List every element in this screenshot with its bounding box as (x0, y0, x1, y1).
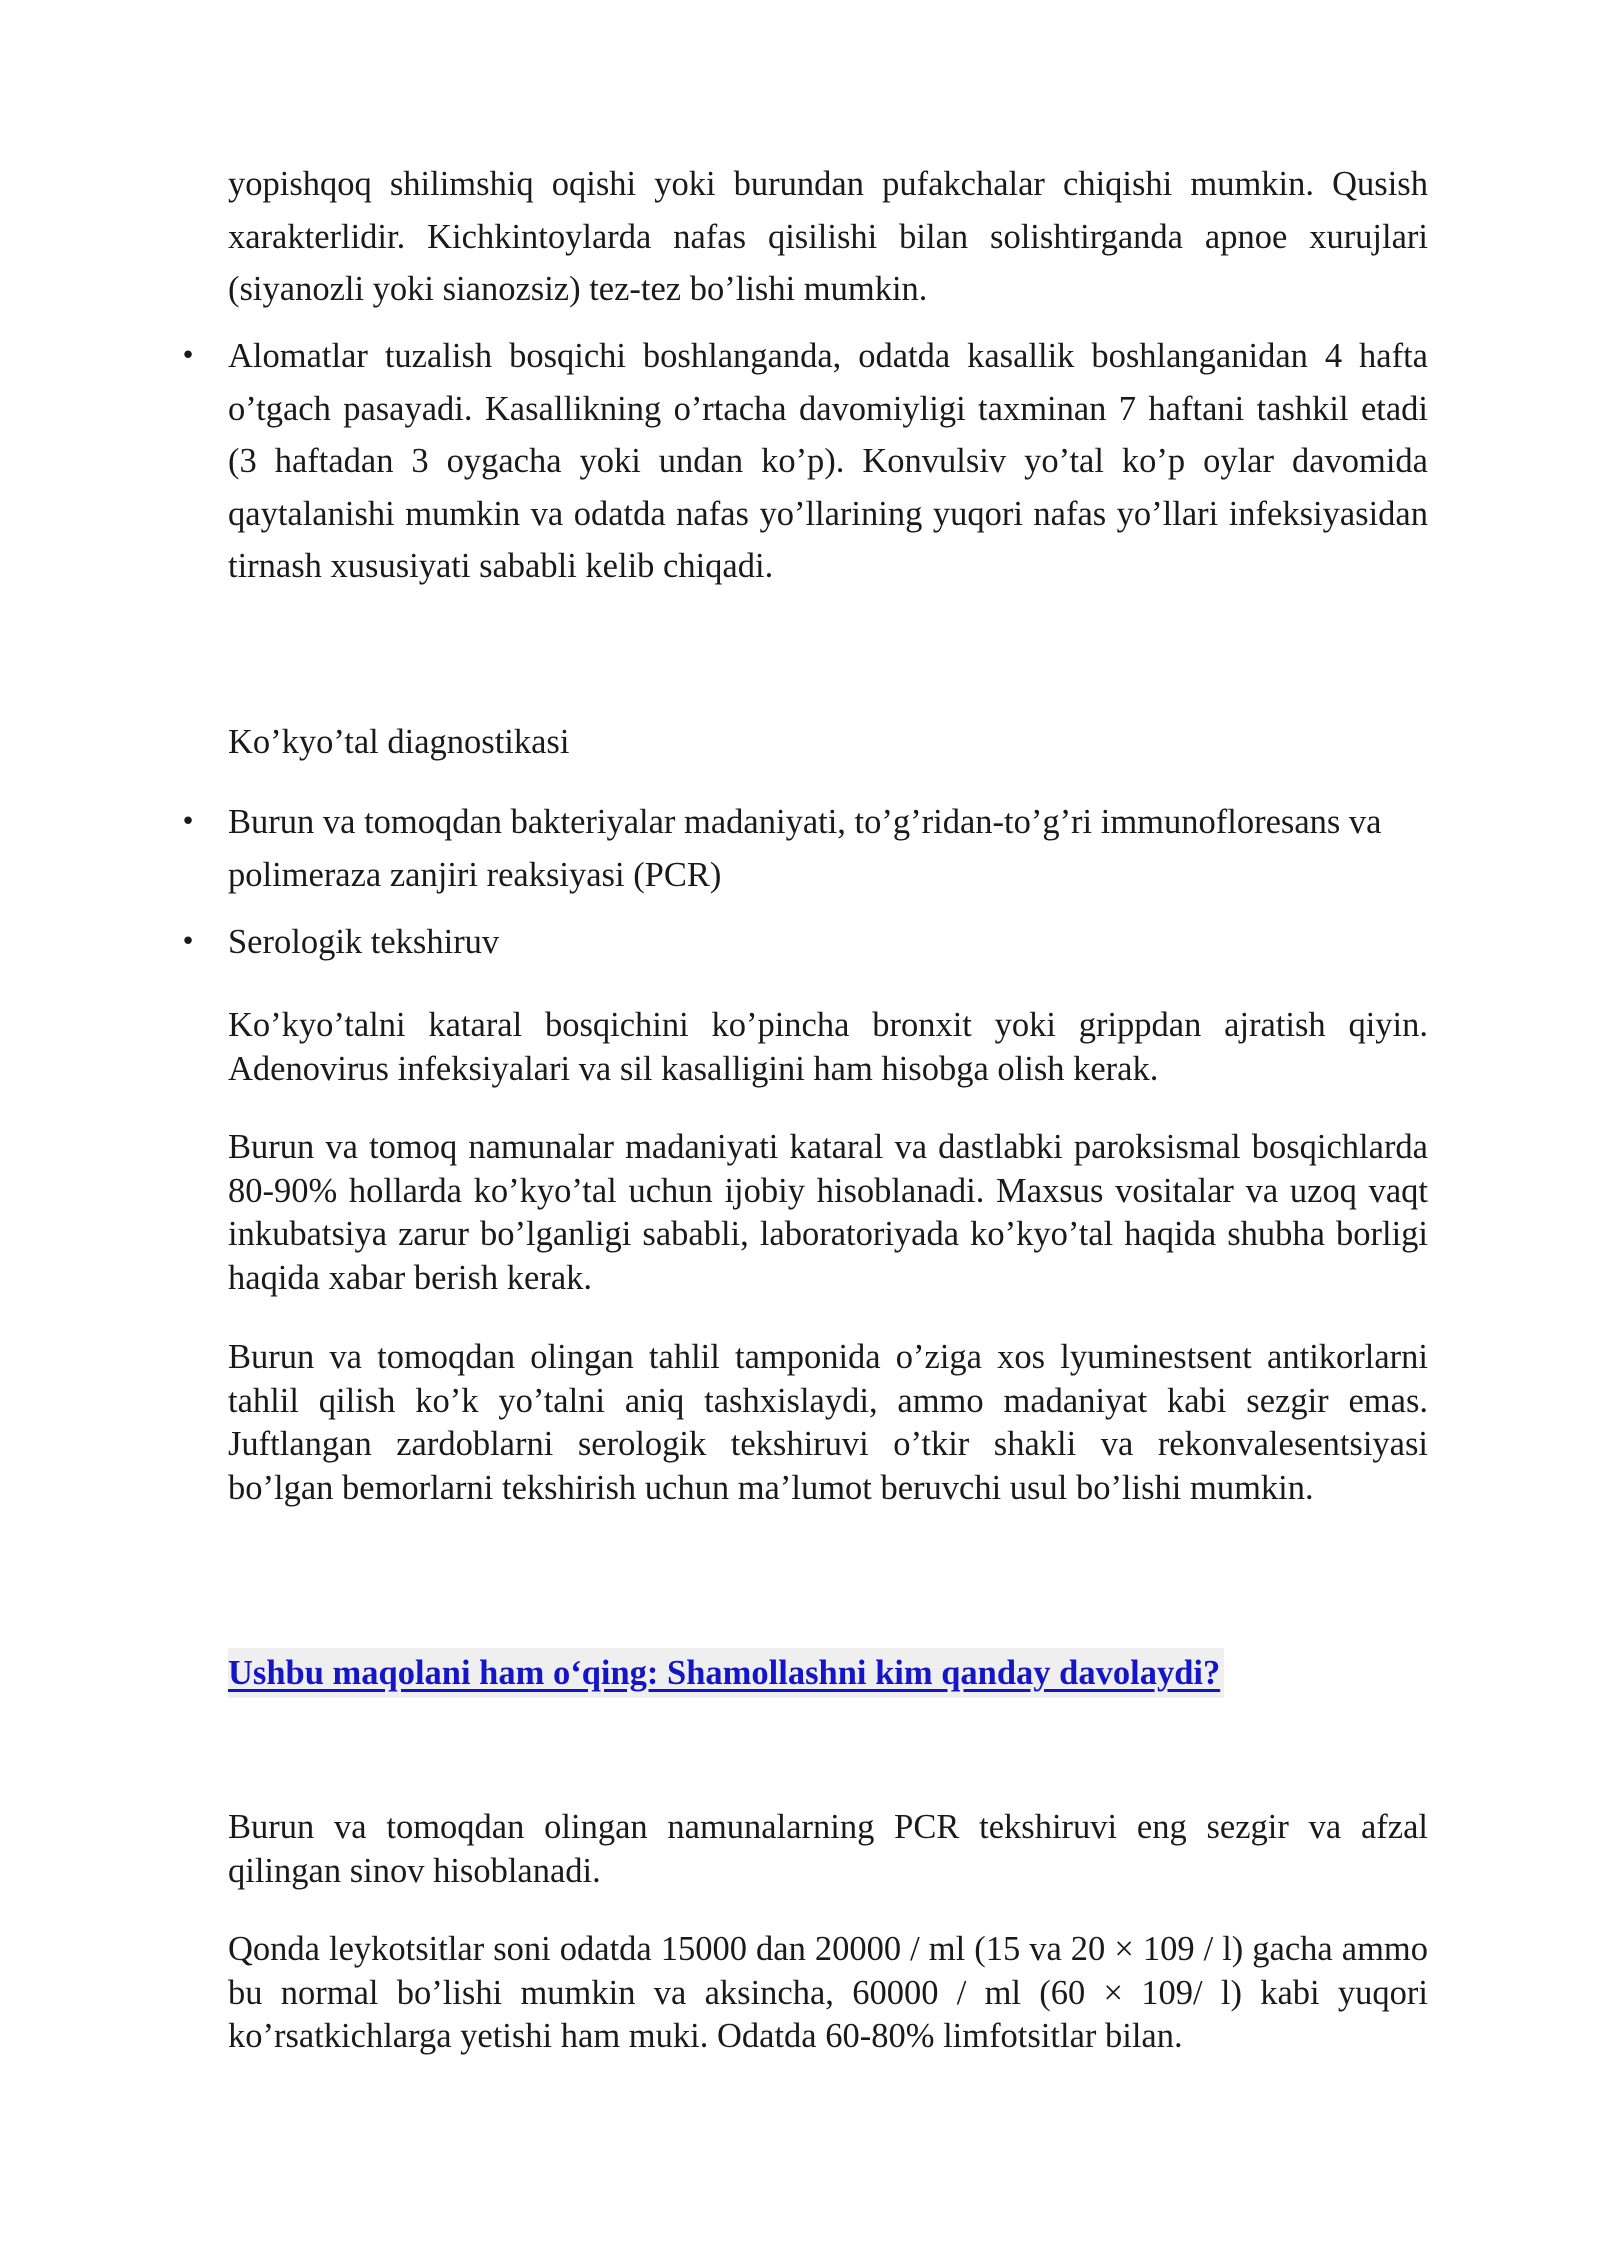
bullet-text: Burun va tomoqdan bakteriyalar madaniyati, to’g’ridan-to’g’ri immunofloresans va polimeraza zanjiri reaksiyasi (PCR) (228, 803, 1382, 894)
paragraph-pcr: Burun va tomoqdan olingan namunalarning PCR tekshiruvi eng sezgir va afzal qilingan sinov hisoblanadi. (228, 1808, 1428, 1890)
bullet-text: Serologik tekshiruv (228, 923, 500, 961)
continuation-paragraph: yopishqoq shilimshiq oqishi yoki burundan pufakchalar chiqishi mumkin. Qusish xarakterlidir. Kichkintoylarda nafas qisilishi bilan solishtirganda apnoe xurujlari (siyanozli yoki sianozsiz) tez-tez bo’lishi mumkin. (228, 165, 1428, 308)
related-article-link[interactable]: Ushbu maqolani ham o‘qing: Shamollashni kim qanday davolaydi? (228, 1654, 1221, 1692)
paragraph-antibody: Burun va tomoqdan olingan tahlil tamponida o’ziga xos lyuminestsent antikorlarni tahlil qilish ko’k yo’talni aniq tashxislaydi, ammo madaniyat kabi sezgir emas. Juftlangan zardoblarni serologik tekshiruvi o’tkir shakli va rekonvalesentsiyasi bo’lgan bemorlarni tekshirish uchun ma’lumot beruvchi usul bo’lishi mumkin. (228, 1338, 1428, 1507)
bullet-text: Alomatlar tuzalish bosqichi boshlanganda, odatda kasallik boshlanganidan 4 hafta o’tgach pasayadi. Kasallikning o’rtacha davomiyligi taxminan 7 haftani tashkil etadi (3 haftadan 3 oygacha yoki undan ko’p). Konvulsiv yo’tal ko’p oylar davomida qaytalanishi mumkin va odatda nafas yo’llarining yuqori nafas yo’llari infeksiyasidan tirnash xususiyati sababli kelib chiqadi. (228, 337, 1428, 585)
bullet-icon: • (180, 927, 196, 957)
bullet-icon: • (180, 807, 196, 837)
paragraph-leukocytes: Qonda leykotsitlar soni odatda 15000 dan 20000 / ml (15 va 20 × 109 / l) gacha ammo bu normal bo’lishi mumkin va aksincha, 60000 / ml (60 × 109/ l) kabi yuqori ko’rsatkichlarga yetishi ham muki. Odatda 60-80% limfotsitlar bilan. (228, 1930, 1428, 2055)
related-article-highlight (228, 1648, 1224, 1698)
paragraph-culture: Burun va tomoq namunalar madaniyati kataral va dastlabki paroksismal bosqichlarda 80-90% hollarda ko’kyo’tal uchun ijobiy hisoblanadi. Maxsus vositalar va uzoq vaqt inkubatsiya zarur bo’lganligi sababli, laboratoriyada ko’kyo’tal haqida shubha borligi haqida xabar berish kerak. (228, 1128, 1428, 1297)
section-heading: Ko’kyo’tal diagnostikasi (228, 723, 570, 761)
paragraph-differential: Ko’kyo’talni kataral bosqichini ko’pincha bronxit yoki grippdan ajratish qiyin. Adenovirus infeksiyalari va sil kasalligini ham hisobga olish kerak. (228, 1006, 1428, 1088)
bullet-icon: • (180, 341, 196, 371)
